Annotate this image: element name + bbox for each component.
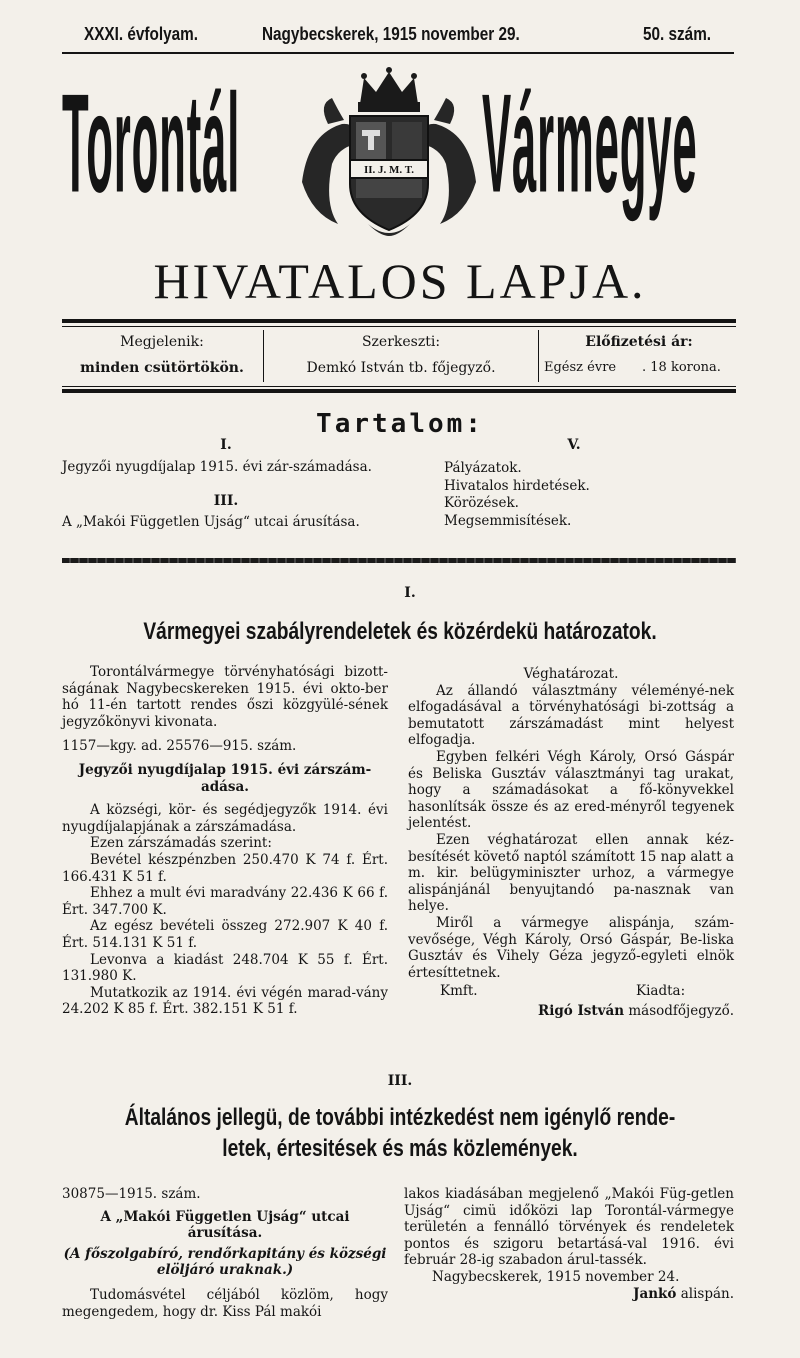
subscription-label: Előfizetési ár: [585, 334, 693, 350]
s1-decision-p4: Miről a vármegye alispánja, szám-vevősége, Végh Károly, Orsó Gáspár, Be-liska Gusztáv és Vihely Géza jegyző-egyleti elnök értesíttetnek. [408, 914, 734, 981]
s1-p4: Bevétel készpénzben 250.470 K 74 f. Ért. 166.431 K 51 f. [62, 851, 388, 885]
s3-p1: Tudomásvétel céljából közlöm, hogy megengedem, hogy dr. Kiss Pál makói [62, 1286, 388, 1320]
s1-p7: Levonva a kiadást 248.704 K 55 f. Ért. 131.980 K. [62, 951, 388, 985]
s3-heading: A „Makói Független Ujság“ utcai árusítása. [100, 1208, 350, 1242]
editor-label: Szerkeszti: [361, 334, 441, 350]
info-box-bottom-rule [62, 389, 736, 393]
s3-sign-name: Jankó [633, 1285, 677, 1302]
toc-item-palyazatok: Pályázatok. [444, 460, 522, 476]
s1-kmft-row [408, 983, 734, 1003]
section1-left-column [62, 664, 388, 1018]
s1-decision-heading: Véghatározat. [523, 666, 619, 682]
section1-title: Vármegyei szabályrendeletek és közérdekü határozatok. [143, 618, 657, 645]
s3-date: Nagybecskerek, 1915 november 24. [432, 1268, 680, 1285]
info-box-top-rule-thin [62, 326, 736, 327]
issue-number: 50. szám. [643, 24, 712, 44]
s3-addressee: (A főszolgabíró, rendőrkapitány és községi elöljáró uraknak.) [63, 1245, 387, 1279]
section1-right-column [408, 666, 734, 1020]
section3-title-line2: letek, értesitések és más közlemények. [222, 1135, 578, 1162]
info-box-top-rule [62, 319, 736, 323]
masthead-left-word: Torontál [62, 65, 241, 223]
s1-kiadta: Kiadta: [636, 983, 686, 1000]
publication-label: Megjelenik: [120, 334, 204, 350]
header-rule [62, 52, 734, 54]
section1-roman: I. [404, 585, 416, 601]
s3-signature [404, 1286, 734, 1303]
toc-roman-1: I. [220, 437, 232, 453]
s1-p8: Mutatkozik az 1914. évi végén marad-vány 24.202 K 85 f. Ért. 382.151 K 51 f. [62, 984, 388, 1018]
toc-item-3: A „Makói Független Ujság“ utcai árusítása. [62, 514, 360, 530]
subscription-period: Egész évre [544, 360, 617, 375]
coat-of-arms [298, 64, 480, 242]
info-box-divider-2 [538, 330, 539, 382]
s1-ref: 1157—kgy. ad. 25576—915. szám. [62, 738, 297, 755]
masthead-subtitle: HIVATALOS LAPJA. [153, 253, 647, 309]
s1-signature [408, 1003, 734, 1020]
s1-decision-p1: Az állandó választmány véleményé-nek elfogadásával a törvényhatósági bi-zottság a bemutatott zárszámadást mint helyest elfogadja. [408, 682, 734, 749]
s1-heading: Jegyzői nyugdíjalap 1915. évi zárszám-adása. [78, 761, 372, 795]
section3-title-line1: Általános jellegü, de további intézkedést nem igénylő rende- [124, 1104, 676, 1131]
s1-kmft: Kmft. [440, 983, 478, 1000]
section3-left-column [62, 1186, 388, 1320]
s1-p6: Az egész bevételi összeg 272.907 K 40 f. Ért. 514.131 K 51 f. [62, 918, 388, 951]
publication-value: minden csütörtökön. [80, 360, 244, 376]
toc-right-list [444, 460, 734, 530]
s1-sign-name: Rigó István [537, 1003, 625, 1020]
s1-p5: Ehhez a mult évi maradvány 22.436 K 66 f. Ért. 347.700 K. [62, 885, 388, 918]
s3-sign-title: alispán. [680, 1285, 734, 1302]
toc-roman-5: V. [567, 437, 581, 453]
toc-bottom-rule [62, 558, 736, 563]
toc-item-hirdetesek: Hivatalos hirdetések. [444, 477, 590, 494]
s3-right-p1: lakos kiadásában megjelenő „Makói Füg-getlen Ujság“ cimü időközi lap Torontál-vármegye területén a fennálló törvények és rendeletek pontos és szigoru betartásá-val 1916. évi február 28-ig szabadon árul-tassék. [404, 1186, 734, 1269]
place-date: Nagybecskerek, 1915 november 29. [262, 24, 520, 44]
editor-value: Demkó István tb. főjegyző. [306, 360, 496, 376]
s1-p3: Ezen zárszámadás szerint: [90, 835, 272, 852]
info-box-divider-1 [263, 330, 264, 382]
s1-p2: A községi, kör- és segédjegyzők 1914. évi nyugdíjalapjának a zárszámadása. [62, 802, 388, 835]
s1-decision-p3: Ezen véghatározat ellen annak kéz-besítését követő naptól számított 15 nap alatt a m. kir. belügyminiszter urhoz, a vármegye alispánjánál benyujtandó pa-nasznak van helye. [408, 831, 734, 915]
toc-item-1: Jegyzői nyugdíjalap 1915. évi zár-számadása. [62, 459, 372, 475]
info-box-bottom-rule-thin [62, 386, 736, 387]
section3-roman: III. [387, 1073, 413, 1089]
s3-ref: 30875—1915. szám. [62, 1186, 201, 1202]
s1-sign-title: másodfőjegyző. [628, 1003, 734, 1020]
toc-title: Tartalom: [316, 409, 484, 439]
toc-item-megsemmisitesek: Megsemmisítések. [444, 512, 572, 529]
masthead-right-word: Vármegye [482, 65, 698, 223]
crest-banner-text: II. J. M. T. [363, 164, 415, 176]
s1-decision-p2: Egyben felkéri Végh Károly, Orsó Gáspár és Beliska Gusztáv választmányi tag urakat, hogy a számadásokat a fő-könyvekkel hasonlítsák össze és az ered-ményről tegyenek jelentést. [408, 748, 734, 832]
toc-item-korozesek: Körözések. [444, 495, 519, 511]
section3-right-column [404, 1186, 734, 1302]
toc-roman-3: III. [213, 493, 239, 509]
s1-intro: Torontálvármegye törvényhatósági bizott-ságának Nagybecskereken 1915. évi okto-ber hó 11-én tartott rendes őszi közgyülé-sének jegyzőkönyvi kivonata. [62, 664, 388, 730]
subscription-price: . 18 korona. [642, 360, 721, 375]
volume-label: XXXI. évfolyam. [84, 24, 198, 44]
